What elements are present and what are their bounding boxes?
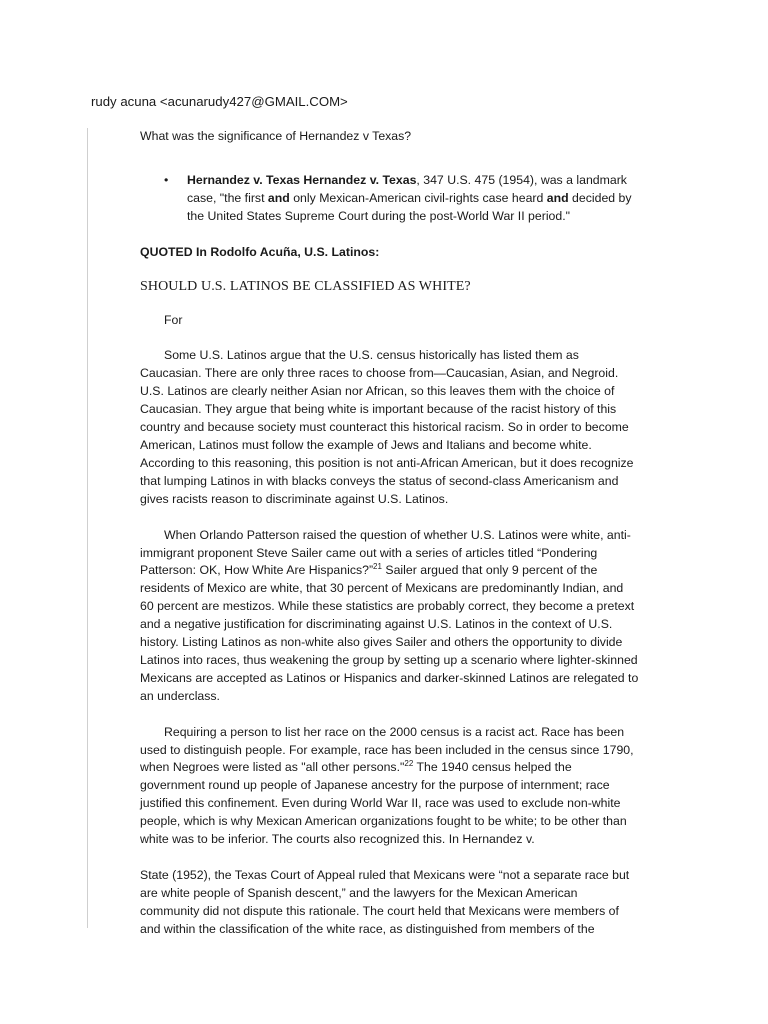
email-body: [140, 128, 640, 939]
email-sender: rudy acuna <acunarudy427@GMAIL.COM>: [91, 94, 348, 109]
quote-divider: [87, 128, 88, 928]
footnote-21: 21: [373, 562, 382, 572]
bullet-and-2: and: [546, 190, 569, 205]
bullet-text-b: only Mexican-American civil-rights case heard: [289, 190, 547, 205]
paragraph-1: Some U.S. Latinos argue that the U.S. census historically has listed them as Caucasian. There are only three races to choose from—Caucasian, Asian, and Negroid. U.S. Latinos are clearly neither Asian nor African, so this leaves them with the choice of Caucasian. They argue that being white is important because of the racist history of this country and because society must counteract this historical racism. So in order to become American, Latinos must follow the example of Jews and Italians and become white. According to this reasoning, this position is not anti-African American, but it does recognize that lumping Latinos in with blacks conveys the status of second-class Americanism and gives racists reason to discriminate against U.S. Latinos.: [140, 348, 634, 506]
case-name: Hernandez v. Texas Hernandez v. Texas: [187, 172, 417, 187]
footnote-22: 22: [404, 759, 414, 769]
bullet-text-c: decided by the United States Supreme Court during the post-World War II period.": [187, 190, 632, 223]
paragraph-4: State (1952), the Texas Court of Appeal ruled that Mexicans were “not a separate race but are white people of Spanish descent,” and the lawyers for the Mexican American community did not dispute this rationale. The court held that Mexicans were members of and within the classification of the white race, as distinguished from members of the: [140, 868, 630, 936]
bullet-and-1: and: [267, 190, 290, 205]
bullet-icon: •: [164, 172, 169, 187]
bullet-item: [164, 172, 640, 226]
quoted-label: QUOTED In Rodolfo Acuña, U.S. Latinos:: [140, 244, 380, 259]
paragraph-3-text-b: The 1940 census helped the government round up people of Japanese ancestry for the purpose of internment; race justified this confinement. Even during World War II, race was used to exclude non-white people, which is why Mexican American organizations fought to be white; to be other than white was to be inferior. The courts also recognized this. In Hernandez v.: [140, 760, 627, 847]
bullet-list: [140, 172, 640, 226]
paragraph-2-text-a: When Orlando Patterson raised the question of whether U.S. Latinos were white, anti-immigrant proponent Steve Sailer came out with a series of articles titled “Pondering Patterson: OK, How White Are Hispanics?”: [140, 527, 631, 578]
paragraph-3: [140, 724, 640, 849]
section-heading: SHOULD U.S. LATINOS BE CLASSIFIED AS WHITE?: [140, 278, 471, 294]
for-label: For: [164, 312, 183, 327]
paragraph-3-text-a: Requiring a person to list her race on the 2000 census is a racist act. Race has been used to distinguish people. For example, race has been included in the census since 1790, when Negroes were listed as "all other persons.": [140, 724, 634, 775]
bullet-text-a: , 347 U.S. 475 (1954), was a landmark case, "the first: [187, 172, 627, 205]
question-text: What was the significance of Hernandez v Texas?: [140, 129, 412, 143]
paragraph-2: [140, 527, 640, 706]
paragraph-2-text-b: Sailer argued that only 9 percent of the residents of Mexico are white, that 30 percent of Mexicans are predominantly Indian, and 60 percent are mestizos. While these statistics are probably correct, they become a pretext and a negative justification for discriminating against U.S. Latinos in the context of U.S. history. Listing Latinos as non-white also gives Sailer and others the opportunity to divide Latinos into races, thus weakening the group by setting up a scenario where lighter-skinned Mexicans are accepted as Latinos or Hispanics and darker-skinned Latinos are relegated to an underclass.: [140, 563, 639, 703]
